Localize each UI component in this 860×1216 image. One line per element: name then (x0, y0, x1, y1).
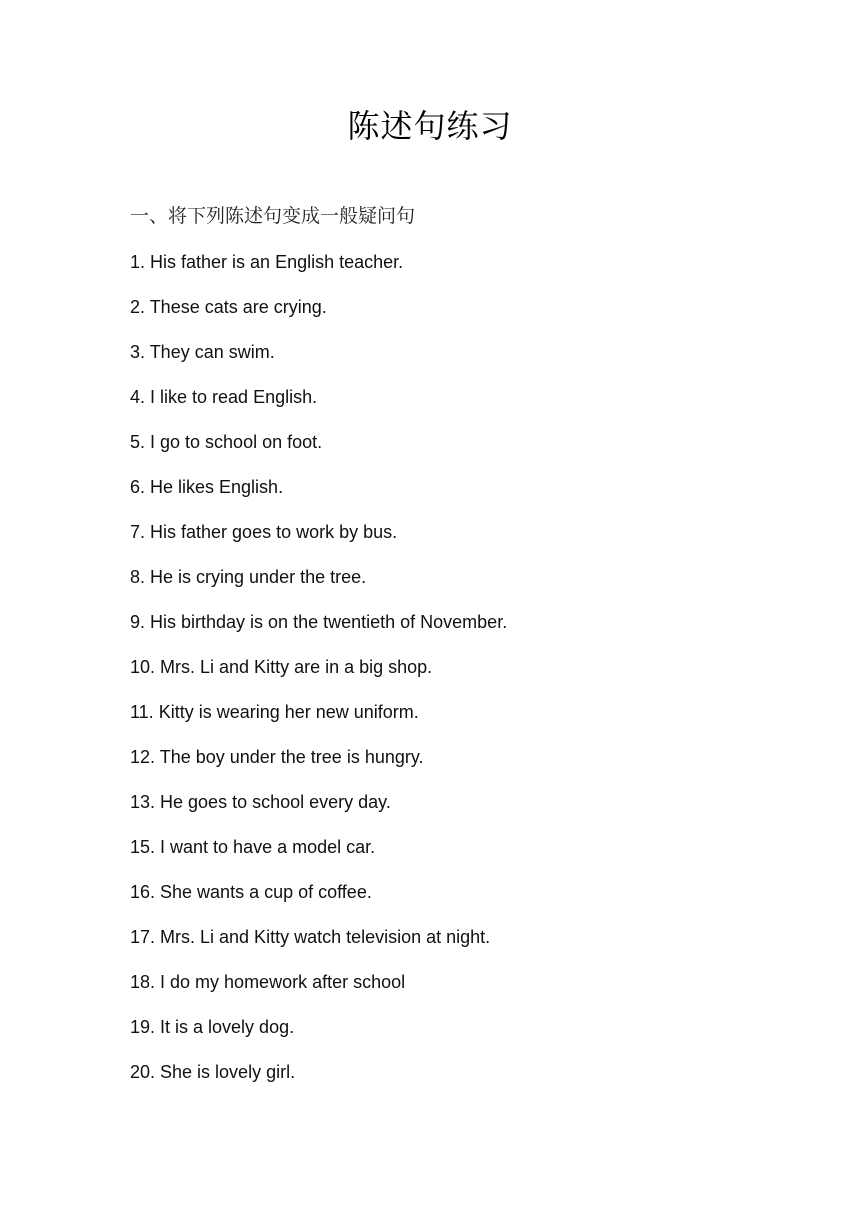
sentence-list (130, 250, 770, 1105)
sentence-item: 17. Mrs. Li and Kitty watch television at night. (130, 927, 491, 947)
sentence-item: 4. I like to read English. (130, 387, 318, 407)
sentence-item: 7. His father goes to work by bus. (130, 522, 398, 542)
sentence-item: 6. He likes English. (130, 477, 284, 497)
sentence-item: 9. His birthday is on the twentieth of November. (130, 612, 508, 632)
sentence-item: 13. He goes to school every day. (130, 792, 391, 812)
sentence-item: 18. I do my homework after school (130, 972, 406, 992)
sentence-item: 16. She wants a cup of coffee. (130, 882, 372, 902)
sentence-item: 15. I want to have a model car. (130, 837, 376, 857)
sentence-item: 12. The boy under the tree is hungry. (130, 747, 424, 767)
sentence-item: 10. Mrs. Li and Kitty are in a big shop. (130, 657, 433, 677)
sentence-item: 20. She is lovely girl. (130, 1062, 296, 1082)
sentence-item: 19. It is a lovely dog. (130, 1017, 295, 1037)
page-title: 陈述句练习 (347, 107, 513, 145)
sentence-item: 5. I go to school on foot. (130, 432, 323, 452)
sentence-item: 11. Kitty is wearing her new uniform. (130, 702, 419, 722)
section-heading: 一、将下列陈述句变成一般疑问句 (130, 205, 416, 227)
sentence-item: 8. He is crying under the tree. (130, 567, 367, 587)
sentence-item: 1. His father is an English teacher. (130, 252, 404, 272)
sentence-item: 3. They can swim. (130, 342, 275, 362)
sentence-item: 2. These cats are crying. (130, 297, 327, 317)
